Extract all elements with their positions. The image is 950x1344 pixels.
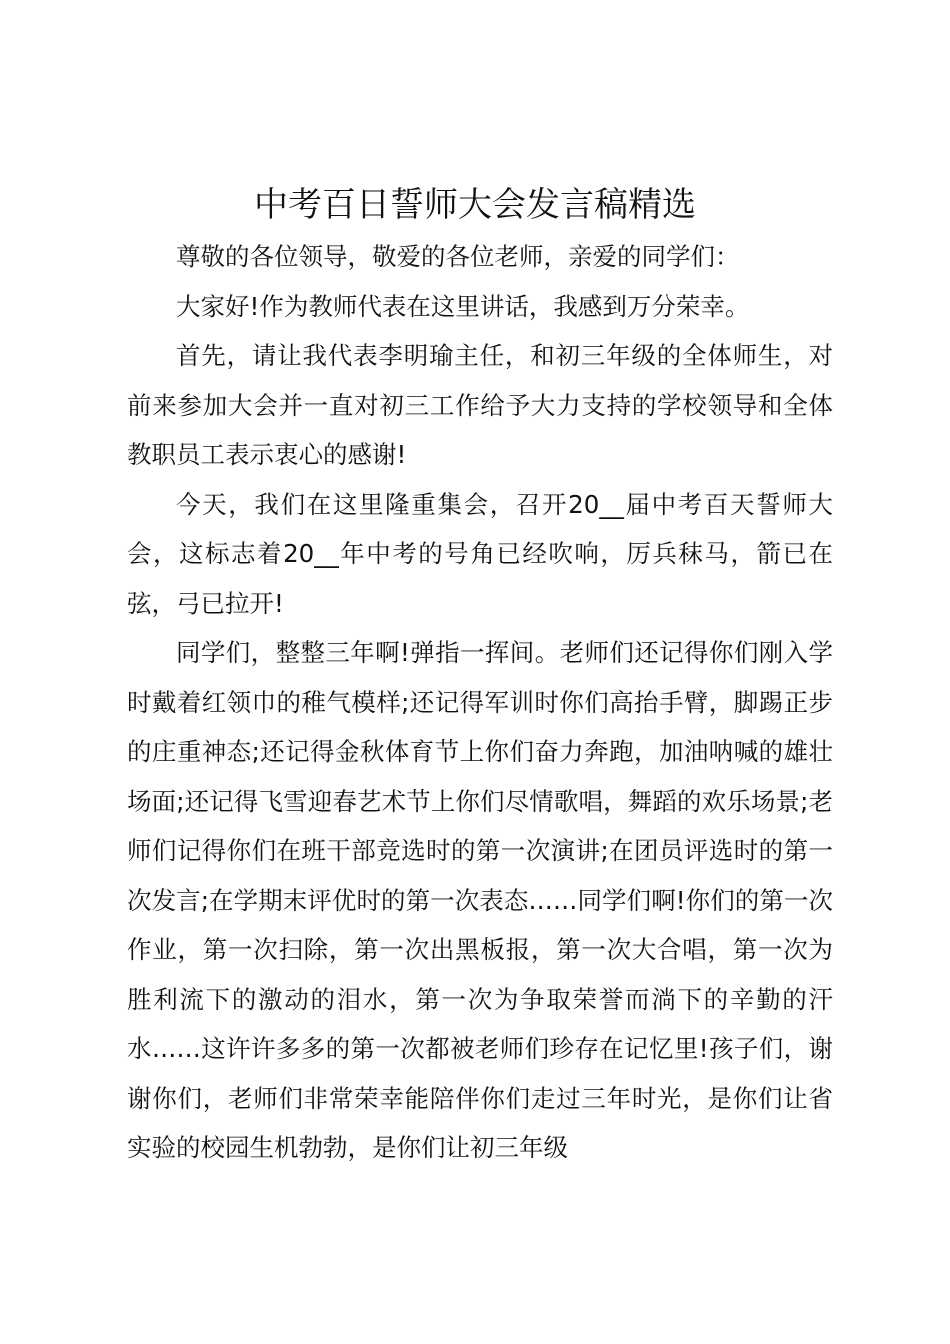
paragraph-memories: 同学们，整整三年啊!弹指一挥间。老师们还记得你们刚入学时戴着红领巾的稚气模样;还记得军训时你们高抬手臂，脚踢正步的庄重神态;还记得金秋体育节上你们奋力奔跑，加油呐喊的雄壮场面;还记得飞雪迎春艺术节上你们尽情歌唱，舞蹈的欢乐场景;老师们记得你们在班干部竞选时的第一次演讲;在团员评选时的第一次发言;在学期末评优时的第一次表态……同学们啊!你们的第一次作业，第一次扫除，第一次出黑板报，第一次大合唱，第一次为胜利流下的激动的泪水，第一次为争取荣誉而淌下的辛勤的汗水……这许许多多的第一次都被老师们珍存在记忆里!孩子们，谢谢你们，老师们非常荣幸能陪伴你们走过三年时光，是你们让省实验的校园生机勃勃，是你们让初三年级 — [127, 638, 833, 1162]
paragraph-occasion: 今天，我们在这里隆重集会，召开20__届中考百天誓师大会，这标志着20__年中考的号角已经吹响，厉兵秣马，箭已在弦，弓已拉开! — [127, 489, 833, 618]
paragraph-greeting: 尊敬的各位领导，敬爱的各位老师，亲爱的同学们： — [176, 242, 740, 271]
document-body — [127, 232, 833, 1173]
paragraph-thanks: 首先，请让我代表李明瑜主任，和初三年级的全体师生，对前来参加大会并一直对初三工作给予大力支持的学校领导和全体教职员工表示衷心的感谢! — [127, 341, 833, 469]
document-title: 中考百日誓师大会发言稿精选 — [254, 185, 696, 225]
paragraph-intro: 大家好!作为教师代表在这里讲话，我感到万分荣幸。 — [176, 291, 750, 321]
